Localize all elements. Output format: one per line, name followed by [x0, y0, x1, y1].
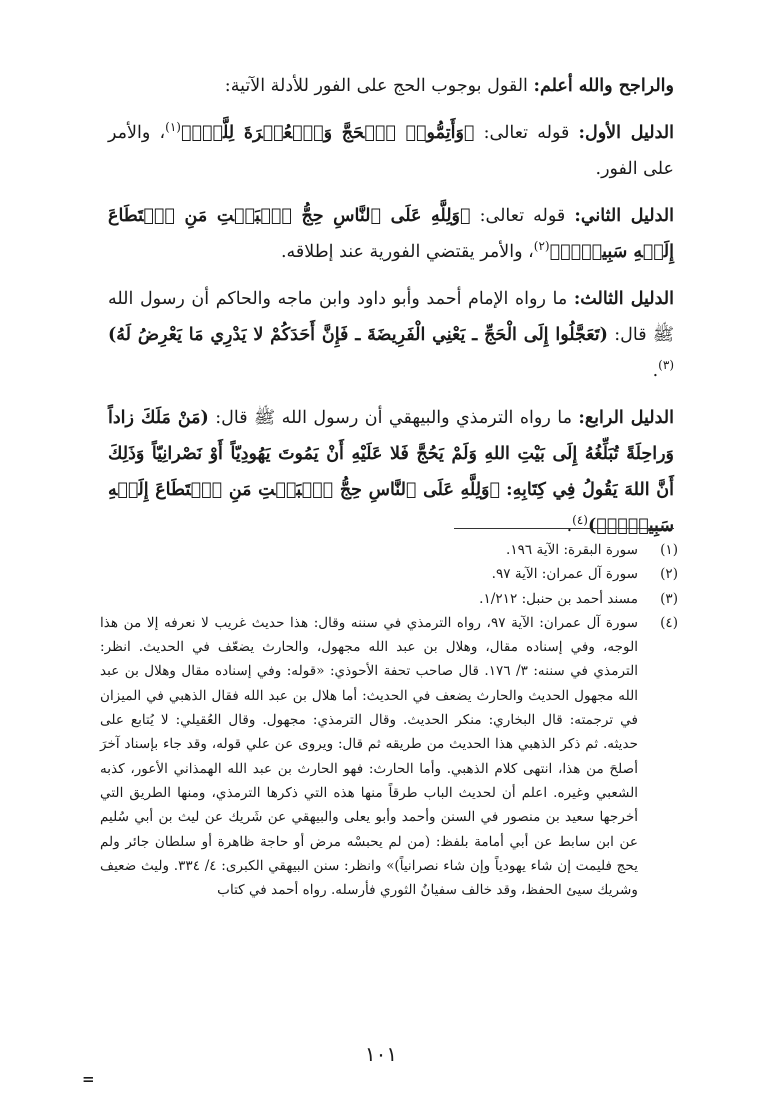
evidence-1 [108, 115, 674, 187]
intro-label: والراجح والله أعلم: [533, 76, 674, 96]
evidence-1-ref: (١) [165, 120, 181, 135]
intro-text: القول بوجوب الحج على الفور للأدلة الآتية: [224, 76, 528, 96]
evidence-4-intro: ما رواه الترمذي والبيهقي أن رسول الله ﷺ قال: [215, 408, 572, 428]
evidence-4-hadith: (مَنْ مَلَكَ زاداً وَراحِلَةً تُبَلِّغُهُ إِلَى بَيْتِ اللهِ وَلَمْ يَحُجَّ فَلا عَلَيْهِ أَنْ يَمُوتَ يَهُودِيّاً أَوْ نَصْرانِيّاً وَذَلِكَ أَنَّ اللهَ يَقُولُ فِي كِتَابِهِ: [108, 408, 674, 500]
evidence-4-ref: (٤) [572, 513, 588, 528]
evidence-3-intro: ما رواه الإمام أحمد وأبو داود وابن ماجه والحاكم أن رسول الله ﷺ قال: [108, 289, 674, 345]
evidence-2-intro: قوله تعالى: [479, 206, 566, 226]
intro-paragraph [108, 68, 674, 104]
evidence-4-label: الدليل الرابع: [578, 408, 674, 428]
evidence-4-hadith-end: ) [587, 516, 597, 536]
evidence-1-verse: ﴿وَأَتِمُّوا۟ ٱلۡحَجَّ وَٱلۡعُمۡرَةَ لِلَّهِۚ﴾ [180, 123, 475, 143]
page-number: ١٠١ [364, 1042, 398, 1066]
footnote-number: (٣) [660, 590, 678, 607]
continuation-mark: = [82, 1070, 95, 1088]
footnote-text: سورة آل عمران: الآية ٩٧. [491, 566, 638, 583]
evidence-2-conclusion: ، والأمر يقتضي الفورية عند إطلاقه. [280, 242, 534, 262]
evidence-4-verse: ﴿وَلِلَّهِ عَلَى ٱلنَّاسِ حِجُّ ٱلۡبَيۡتِ مَنِ ٱسۡتَطَاعَ إِلَيۡهِ سَبِيلٗاۚ﴾ [108, 480, 674, 536]
evidence-1-intro: قوله تعالى: [483, 123, 570, 143]
footnote-number: (٤) [660, 614, 678, 631]
evidence-3-ref: (٣) [658, 358, 674, 373]
main-text [108, 68, 674, 555]
evidence-3-end: . [652, 361, 659, 381]
evidence-1-conclusion: ، والأمر على الفور. [108, 123, 674, 179]
evidence-3-label: الدليل الثالث: [573, 289, 674, 309]
evidence-4-end: . [566, 516, 573, 536]
footnote-item [100, 562, 678, 586]
footnote-item [100, 587, 678, 611]
evidence-3 [108, 281, 674, 389]
footnote-item [100, 611, 678, 903]
evidence-1-label: الدليل الأول: [578, 123, 674, 143]
evidence-2-ref: (٢) [533, 239, 550, 254]
evidence-2-label: الدليل الثاني: [574, 206, 674, 226]
footnote-text: مسند أحمد بن حنبل: ١/٢١٢. [479, 590, 638, 607]
footnotes [100, 538, 678, 902]
footnote-number: (٢) [660, 566, 678, 583]
footnote-number: (١) [660, 542, 678, 558]
evidence-3-hadith: (تَعَجَّلُوا إِلَى الْحَجِّ ـ يَعْنِي الْفَرِيضَةَ ـ فَإِنَّ أَحَدَكُمْ لا يَدْرِي مَا يَعْرِضُ لَهُ) [108, 325, 608, 345]
evidence-4 [108, 400, 674, 544]
footnote-item [100, 538, 678, 562]
footnote-divider [454, 528, 674, 529]
footnote-text: سورة آل عمران: الآية ٩٧، رواه الترمذي في سننه وقال: هذا حديث غريب لا نعرفه إلا من هذا الوجه، وفي إسناده مقال، وهلال بن عبد الله مجهول، والحارث يضعّف في الحديث. انظر: الترمذي في سننه: ٣/ ١٧٦. قال صاحب تحفة الأحوذي: «قوله: وفي إسناده مقال وهلال بن عبد الله مجهول الحديث والحارث يضعف في الحديث: أما هلال بن عبد الله فقال الذهبي في الميزان في ترجمته: قال البخاري: منكر الحديث. وقال الترمذي: مجهول. وقال العُقيلي: لا يُتابع على حديثه. ثم ذكر الذهبي هذا الحديث من طريقه ثم قال: ويروى عن علي قوله، وقد جاء بإسناد آخرَ أصلحَ من هذا، انتهى كلام الذهبي. وأما الحارث: فهو الحارث بن عبد الله الهمذاني الأعور، كذبه الشعبي وغيره. اعلم أن لحديث الباب طرقاً منها هذه التي ذكرها الترمذي، ومنها الطريق التي أخرجها سعيد بن منصور في السنن وأحمد وأبو يعلى والبيهقي عن شَريك عن ليث بن أبي سُليم عن ابن سابط عن أبي أمامة بلفظ: (من لم يحبسْه مرض أو حاجة ظاهرة أو سلطان جائر ولم يحج فليمت إن شاء يهودياً وإن شاء نصرانياً)» وانظر: سنن البيهقي الكبرى: ٤/ ٣٣٤. وليث ضعيف وشريك سيئ الحفظ، وقد خالف سفيانُ الثوري فأرسله. رواه أحمد في كتاب [100, 614, 639, 899]
evidence-2-verse: ﴿وَلِلَّهِ عَلَى ٱلنَّاسِ حِجُّ ٱلۡبَيۡتِ مَنِ ٱسۡتَطَاعَ إِلَيۡهِ سَبِيلٗاۚ﴾ [108, 206, 674, 262]
evidence-2 [108, 198, 674, 270]
footnote-text: سورة البقرة: الآية ١٩٦. [506, 542, 638, 558]
